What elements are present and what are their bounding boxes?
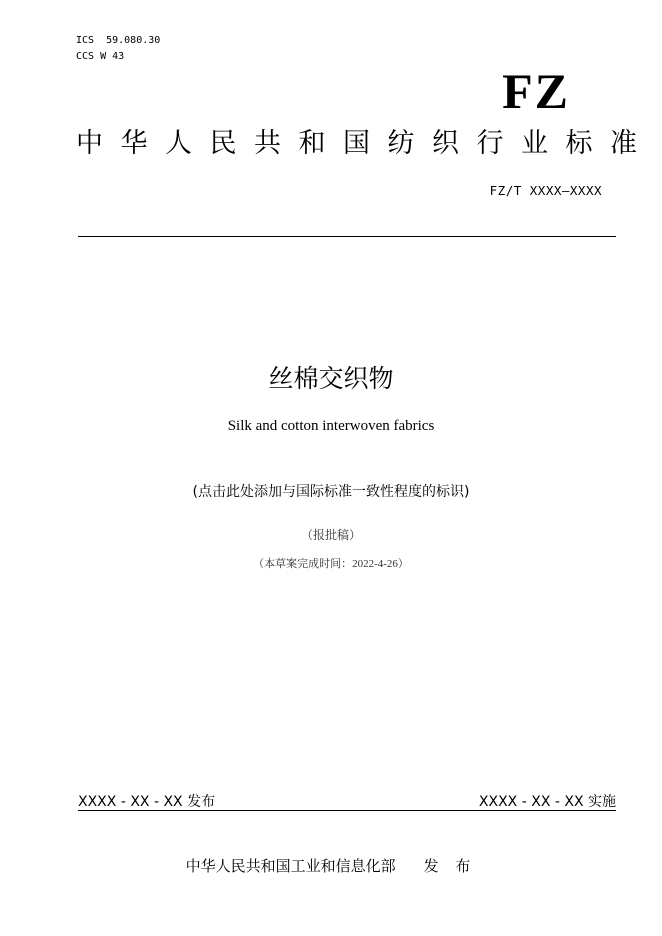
draft-stage: （报批稿） xyxy=(300,528,361,542)
standard-type-title: 中华人民共和国纺织行业标准 xyxy=(76,128,655,159)
draft-date: （本草案完成时间：2022-4-26） xyxy=(253,558,409,570)
publisher-name: 中华人民共和国工业和信息化部 xyxy=(185,857,396,875)
publisher-line xyxy=(0,855,662,876)
classification-codes xyxy=(76,33,160,65)
footer-divider xyxy=(78,810,616,811)
implementation-date: XXXX - XX - XX 实施 xyxy=(478,794,616,810)
issue-date: XXXX - XX - XX 发布 xyxy=(78,794,216,810)
header-divider xyxy=(78,236,616,237)
publish-word: 发 布 xyxy=(423,857,477,875)
standard-number: FZ/T XXXX—XXXX xyxy=(489,183,602,198)
document-title-cn: 丝棉交织物 xyxy=(268,364,394,393)
ccs-code: CCS W 43 xyxy=(76,51,125,62)
document-title-en: Silk and cotton interwoven fabrics xyxy=(227,418,435,434)
consistency-note: (点击此处添加与国际标准一致性程度的标识) xyxy=(192,484,470,500)
ics-code: ICS 59.080.30 xyxy=(76,35,161,46)
fz-logo: FZ xyxy=(502,63,570,119)
